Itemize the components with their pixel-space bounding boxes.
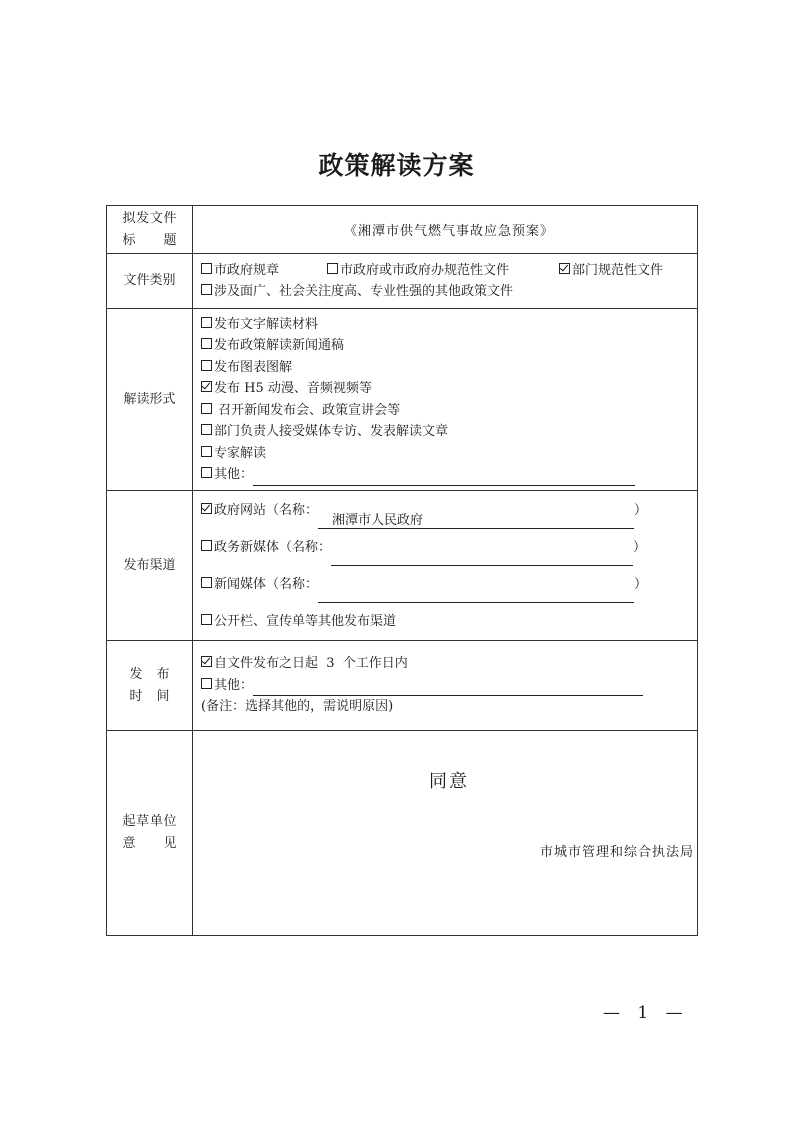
new-media-name-field[interactable] [331,549,633,566]
row-publish-time [107,641,698,731]
label-interpret-form: 解读形式 [107,309,193,491]
page-number: — 1 — [603,1003,689,1023]
row-drafting-opinion [107,731,698,936]
checkbox-icon [201,424,212,435]
option-expert[interactable]: 专家解读 [201,443,697,465]
option-dept-normative[interactable]: 部门规范性文件 [559,263,663,278]
opinion-text: 同意 [429,771,469,792]
option-other-form[interactable]: 其他： [201,464,697,486]
news-media-name-field[interactable] [318,586,634,603]
option-news-release[interactable]: 发布政策解读新闻通稿 [201,335,697,357]
checkbox-icon [201,678,212,689]
option-interview[interactable]: 部门负责人接受媒体专访、发表解读文章 [201,421,697,443]
drafting-unit-name: 市城市管理和综合执法局 [539,845,694,860]
page-title: 政策解读方案 [318,151,475,180]
row-doc-type [107,254,698,309]
checkbox-icon [201,360,212,371]
other-form-input[interactable] [253,469,635,486]
time-note: (备注：选择其他的，需说明原因) [201,699,394,715]
checkbox-icon [201,263,212,274]
row-interpret-form [107,309,698,491]
checkbox-icon [201,338,212,349]
option-other-time[interactable]: 其他： [201,675,697,697]
other-time-input[interactable] [253,679,643,696]
checkbox-icon [201,540,212,551]
option-within-days[interactable]: 自文件发布之日起 3 个工作日内 [201,653,697,675]
option-graphics[interactable]: 发布图表图解 [201,357,697,379]
checked-checkbox-icon [201,503,212,514]
checkbox-icon [201,317,212,328]
option-other-policy[interactable]: 涉及面广、社会关注度高、专业性强的其他政策文件 [201,281,697,303]
option-new-media[interactable]: 政务新媒体（名称： ） [201,529,697,566]
row-doc-title [107,206,698,254]
option-gov-website[interactable]: 政府网站（名称：湘潭市人民政府） [201,492,697,529]
label-channel: 发布渠道 [107,491,193,641]
checkbox-icon [201,446,212,457]
checked-checkbox-icon [201,656,212,667]
label-doc-title: 拟发文件 标题 [107,206,193,254]
option-h5-media[interactable]: 发布 H5 动漫、音频视频等 [201,378,697,400]
checkbox-icon [201,577,212,588]
option-news-media[interactable]: 新闻媒体（名称： ） [201,566,697,603]
option-text-material[interactable]: 发布文字解读材料 [201,314,697,336]
doc-title-value: 《湘潭市供气燃气事故应急预案》 [343,224,554,239]
option-municipal-normative[interactable]: 市政府或市政府办规范性文件 [327,260,559,282]
checkbox-icon [201,614,212,625]
checkbox-icon [201,403,212,414]
option-press-conference[interactable]: 召开新闻发布会、政策宣讲会等 [201,400,697,422]
label-doc-type: 文件类别 [107,254,193,309]
checkbox-icon [327,263,338,274]
label-publish-time: 发布 时间 [107,641,193,731]
checked-checkbox-icon [201,381,212,392]
option-other-channel[interactable]: 公开栏、宣传单等其他发布渠道 [201,603,697,640]
option-municipal-rules[interactable]: 市政府规章 [201,260,327,282]
label-drafting-opinion: 起草单位 意见 [107,731,193,936]
checkbox-icon [201,284,212,295]
policy-form-table [106,205,698,936]
checkbox-icon [201,467,212,478]
gov-website-name-field[interactable]: 湘潭市人民政府 [318,513,634,529]
checked-checkbox-icon [559,263,570,274]
row-channel [107,491,698,641]
